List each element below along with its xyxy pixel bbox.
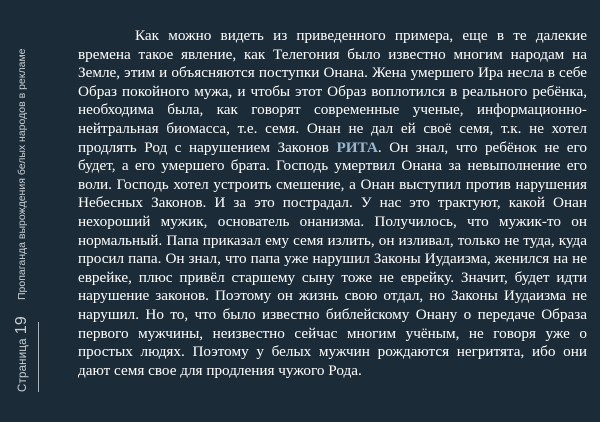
body-text-before: Как можно видеть из приведенного примера, еще в те далекие времена такое явление, как Телегония было известно многим народам на Земле, этим и объясняются поступки Онана. Жена умершего Ира несла в себе Образ покойного мужа, и чтобы этот Образ воплотился в реального ребёнка, необходима была, как говорят современные ученые, информационно-нейтральная биомасса, т.е. семя. Онан не дал ей своё семя, т.к. не хотел продлять Род с нарушением Законов [78,27,587,156]
document-title: Пропаганда вырождения белых народов в рекламе [16,48,28,300]
page-label-text: Страница [17,338,29,392]
page-number: 19 [13,316,30,335]
highlighted-word: РИТА [336,138,378,156]
sidebar [0,0,44,422]
text-area [48,0,600,422]
body-text-after: . Он знал, что ребёнок не его будет, а его умершего брата. Господь умертвил Онана за невыполнение его воли. Господь хотел устроить смешение, а Онан выступил против нарушения Небесных Законов. И за это пострадал. У нас это трактуют, какой Онан нехороший мужик, основатель онанизма. Получилось, что мужик-то он нормальный. Папа приказал ему семя излить, он изливал, только не туда, куда просил папа. Он знал, что папа уже нарушил Законы Иудаизма, женился на не еврейке, плюс привёл старшему сыну тоже не еврейку. Значит, будет идти нарушение законов. Поэтому он жизнь свою отдал, но Законы Иудаизма не нарушил. Но то, что было известно библейскому Онану о передаче Образа первого мужчины, неизвестно сейчас многим учёным, не говоря уже о простых людях. Поэтому у белых мужчин рождаются негритята, ибо они дают семя свое для продления чужого Рода. [78,138,587,379]
sidebar-divider [38,322,39,392]
page-number-label [13,316,31,392]
body-paragraph [78,27,587,380]
